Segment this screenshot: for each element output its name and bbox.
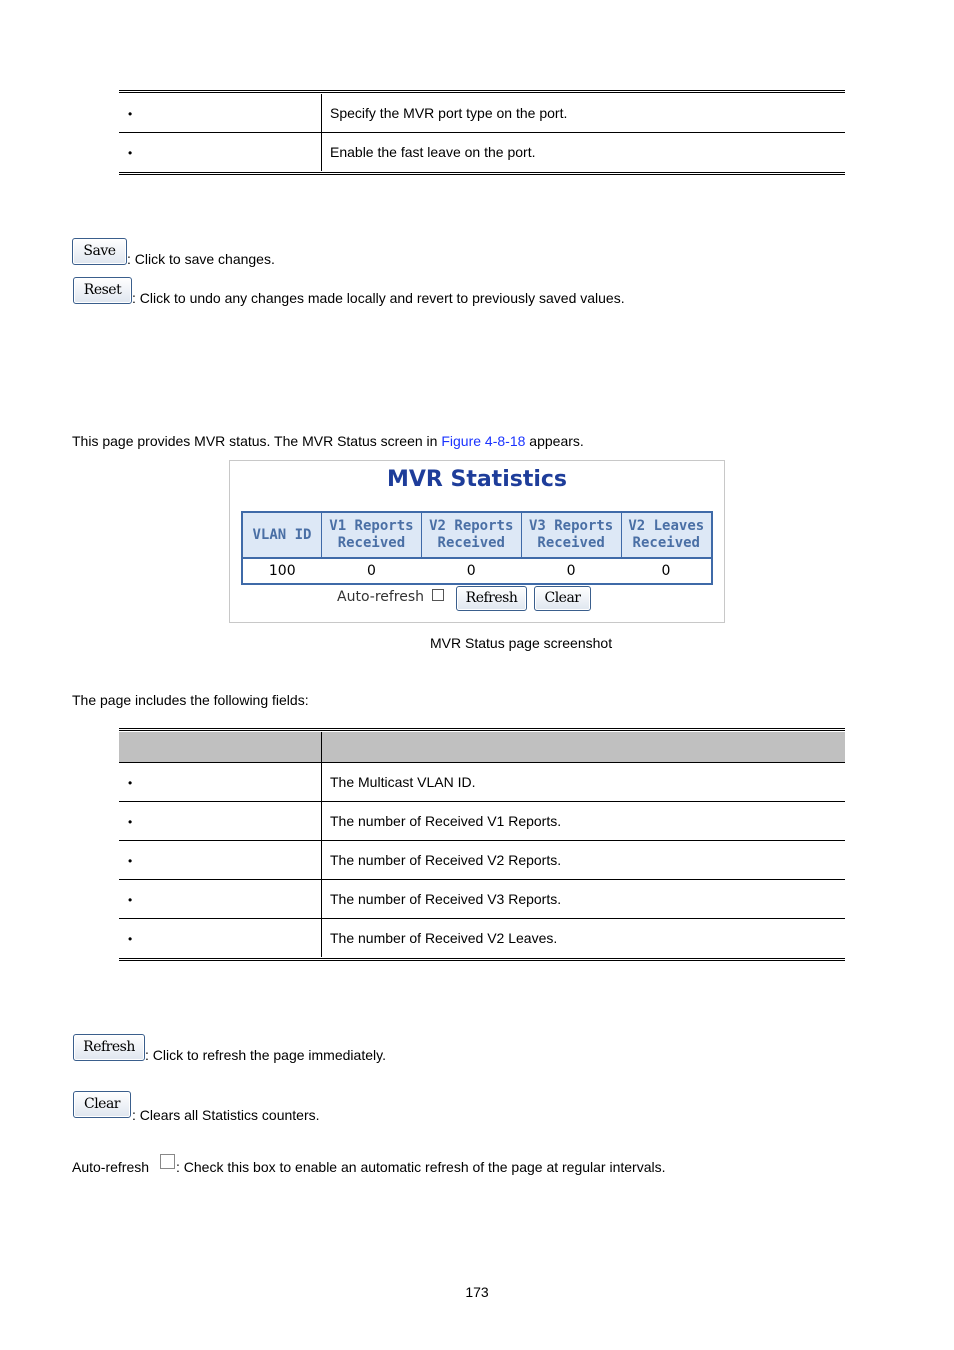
- reset-button[interactable]: Reset: [73, 277, 132, 304]
- table-row: [119, 94, 845, 133]
- header-object: [119, 732, 322, 763]
- col-v3-reports: V3 Reports Received: [521, 512, 621, 558]
- table-row: [119, 841, 845, 880]
- row-description: The number of Received V3 Reports.: [322, 880, 846, 919]
- table-row: [119, 802, 845, 841]
- intro-text-end: appears.: [525, 433, 584, 449]
- bullet: •: [128, 854, 133, 868]
- table-row: [119, 919, 845, 958]
- auto-refresh-checkbox[interactable]: [160, 1154, 175, 1169]
- fields-intro: The page includes the following fields:: [72, 692, 309, 708]
- col-v2-reports: V2 Reports Received: [421, 512, 521, 558]
- table-top-rule: [119, 90, 845, 93]
- figure-link[interactable]: Figure 4-8-18: [441, 433, 526, 449]
- table-header-row: [242, 512, 712, 558]
- col-v1-reports: V1 Reports Received: [322, 512, 422, 558]
- port-settings-table: [119, 94, 845, 171]
- mvr-statistics-table: [241, 511, 713, 585]
- cell-v3-reports: 0: [521, 558, 621, 584]
- intro-text: This page provides MVR status. The MVR Status screen in: [72, 433, 442, 449]
- table-bottom-rule: [119, 958, 845, 961]
- row-description: The number of Received V2 Reports.: [322, 841, 846, 880]
- auto-refresh-label: Auto-refresh: [337, 589, 425, 605]
- save-description: : Click to save changes.: [127, 251, 275, 267]
- auto-refresh-checkbox[interactable]: [432, 589, 444, 601]
- table-bottom-rule: [119, 172, 845, 175]
- row-description: Enable the fast leave on the port.: [330, 144, 536, 160]
- figure-caption: MVR Status page screenshot: [430, 635, 613, 651]
- page-number: 173: [465, 1284, 489, 1300]
- bullet: •: [128, 146, 133, 160]
- auto-refresh-description: : Check this box to enable an automatic refresh of the page at regular intervals.: [176, 1159, 666, 1175]
- clear-description: : Clears all Statistics counters.: [132, 1107, 320, 1123]
- bullet: •: [128, 815, 133, 829]
- clear-button[interactable]: Clear: [534, 586, 591, 611]
- screenshot-title: MVR Statistics: [386, 467, 568, 492]
- row-description: Specify the MVR port type on the port.: [322, 94, 846, 133]
- fields-table: [119, 732, 845, 957]
- bullet: •: [128, 776, 133, 790]
- auto-refresh-label: Auto-refresh: [72, 1159, 150, 1175]
- table-row: [119, 763, 845, 802]
- clear-button[interactable]: Clear: [73, 1091, 131, 1118]
- col-vlan-id: VLAN ID: [242, 512, 322, 558]
- table-row: [119, 880, 845, 919]
- refresh-description: : Click to refresh the page immediately.: [145, 1047, 386, 1063]
- row-description: The Multicast VLAN ID.: [322, 763, 846, 802]
- cell-v1-reports: 0: [322, 558, 422, 584]
- header-description: [322, 732, 846, 763]
- table-row: [242, 558, 712, 584]
- col-v2-leaves: V2 Leaves Received: [621, 512, 712, 558]
- refresh-button[interactable]: Refresh: [73, 1034, 145, 1061]
- bullet: •: [128, 107, 133, 121]
- row-description: The number of Received V2 Leaves.: [330, 930, 558, 946]
- cell-vlan-id: 100: [242, 558, 322, 584]
- table-row: [119, 133, 845, 172]
- row-description: The number of Received V1 Reports.: [322, 802, 846, 841]
- refresh-button[interactable]: Refresh: [456, 586, 527, 611]
- bullet: •: [128, 932, 133, 946]
- reset-description: : Click to undo any changes made locally and revert to previously saved values.: [132, 290, 625, 306]
- cell-v2-reports: 0: [421, 558, 521, 584]
- intro-paragraph: [72, 433, 584, 449]
- bullet: •: [128, 893, 133, 907]
- save-button[interactable]: Save: [72, 238, 127, 265]
- cell-v2-leaves: 0: [621, 558, 712, 584]
- table-top-rule: [119, 728, 845, 731]
- table-header-row: [119, 732, 845, 763]
